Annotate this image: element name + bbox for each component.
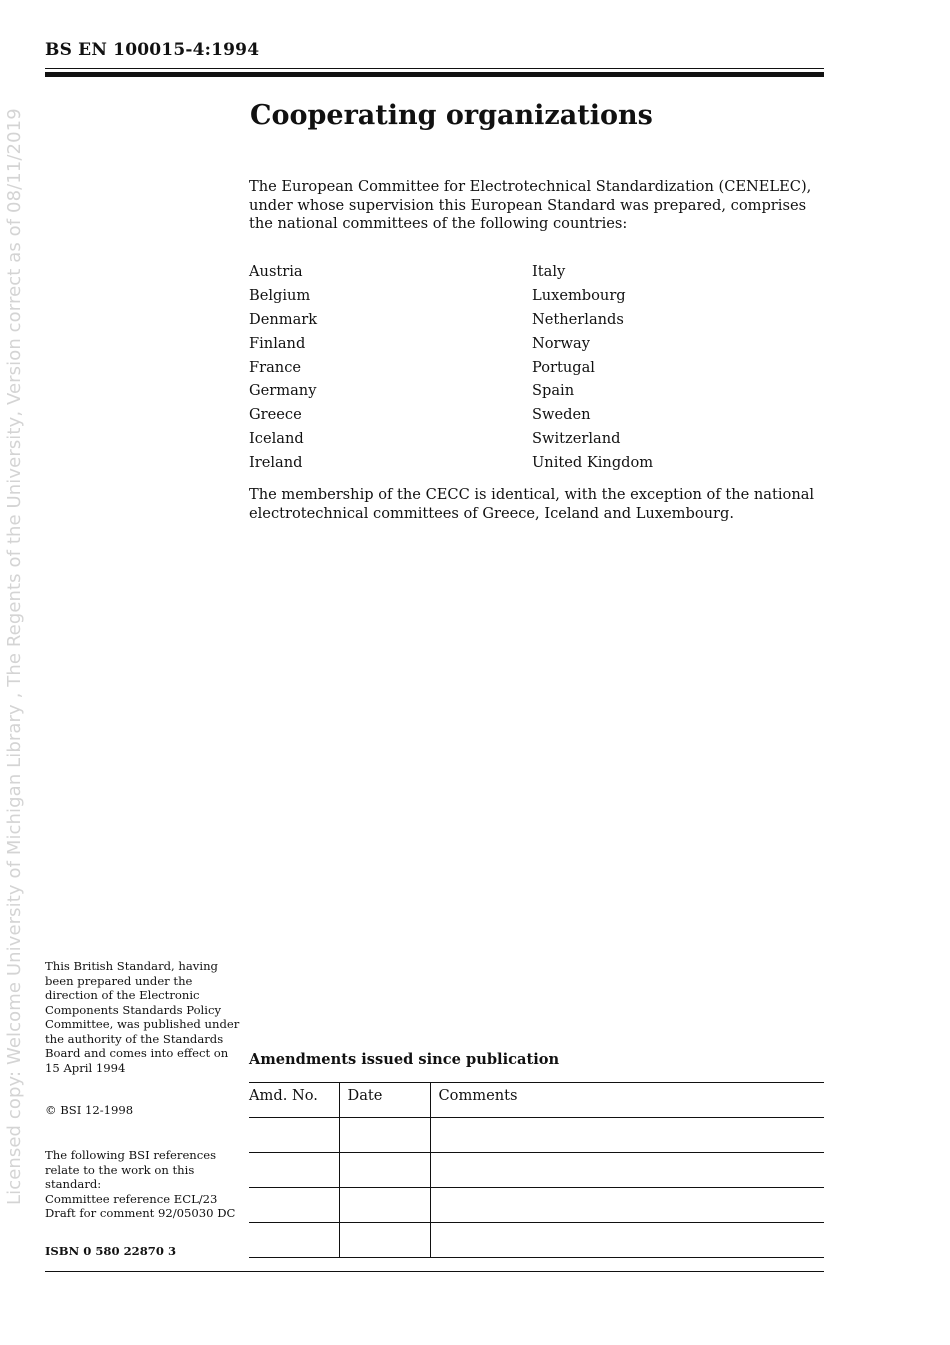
membership-paragraph: The membership of the CECC is identical, with the exception of the national electrotechnical committees of Greece, Iceland and Luxembourg.	[249, 486, 815, 522]
committee-reference: Committee reference ECL/23	[45, 1191, 218, 1206]
column-header-amd-no: Amd. No.	[249, 1083, 339, 1118]
country-item: Finland	[249, 334, 306, 352]
country-item: United Kingdom	[532, 454, 654, 472]
license-watermark: Licensed copy: Welcome University of Michigan Library , The Regents of the University, Version correct as of 08/11/2019	[4, 108, 25, 1205]
table-row	[249, 1188, 824, 1223]
country-item: Greece	[249, 406, 302, 424]
country-item: Sweden	[532, 406, 591, 424]
amendments-table	[249, 1082, 824, 1258]
country-item: Italy	[532, 263, 566, 280]
header-thick-rule	[45, 72, 824, 77]
country-item: France	[249, 358, 302, 376]
column-header-date: Date	[339, 1083, 430, 1118]
country-item: Denmark	[249, 310, 318, 328]
country-column-left	[249, 262, 317, 477]
amendments-header-row	[249, 1083, 824, 1118]
table-cell	[339, 1223, 430, 1258]
table-cell	[249, 1223, 339, 1258]
country-item: Belgium	[249, 286, 311, 304]
country-item: Portugal	[532, 358, 595, 376]
draft-reference: Draft for comment 92/05030 DC	[45, 1206, 236, 1220]
country-item: Luxembourg	[532, 286, 626, 304]
country-item: Germany	[249, 382, 317, 400]
table-row	[249, 1153, 824, 1188]
country-item: Austria	[249, 263, 303, 280]
country-item: Norway	[532, 334, 590, 352]
table-cell	[339, 1153, 430, 1188]
intro-paragraph: The European Committee for Electrotechnical Standardization (CENELEC), under whose supervision this European Standard was prepared, comprises the national committees of the following countries:	[249, 178, 812, 232]
table-cell	[430, 1223, 824, 1258]
table-cell	[430, 1153, 824, 1188]
footer-rule	[45, 1271, 824, 1272]
table-row	[249, 1223, 824, 1258]
publication-statement	[45, 959, 245, 1075]
table-cell	[430, 1188, 824, 1223]
document-code: BS EN 100015-4:1994	[45, 40, 260, 60]
country-item: Iceland	[249, 430, 304, 448]
table-cell	[249, 1153, 339, 1188]
table-cell	[249, 1118, 339, 1153]
references-intro: The following BSI references relate to the work on this standard:	[45, 1148, 217, 1191]
table-cell	[430, 1118, 824, 1153]
table-cell	[339, 1188, 430, 1223]
isbn: ISBN 0 580 22870 3	[45, 1244, 177, 1258]
amendments-title: Amendments issued since publication	[249, 1051, 560, 1068]
bsi-references	[45, 1148, 245, 1221]
column-header-comments: Comments	[430, 1083, 824, 1118]
table-cell	[339, 1118, 430, 1153]
table-row	[249, 1118, 824, 1153]
country-item: Netherlands	[532, 310, 624, 328]
country-item: Switzerland	[532, 430, 621, 448]
effective-date: 15 April 1994	[45, 1060, 126, 1075]
page-title: Cooperating organizations	[250, 100, 653, 131]
copyright-notice: © BSI 12-1998	[45, 1103, 134, 1117]
country-item: Ireland	[249, 454, 303, 472]
publication-statement-text: This British Standard, having been prepared under the direction of the Electronic Components Standards Policy Committee, was published under the authority of the Standards Board and comes into effect on	[45, 959, 240, 1060]
country-item: Spain	[532, 382, 575, 400]
header-thin-rule	[45, 68, 824, 69]
country-column-right	[532, 262, 653, 477]
table-cell	[249, 1188, 339, 1223]
